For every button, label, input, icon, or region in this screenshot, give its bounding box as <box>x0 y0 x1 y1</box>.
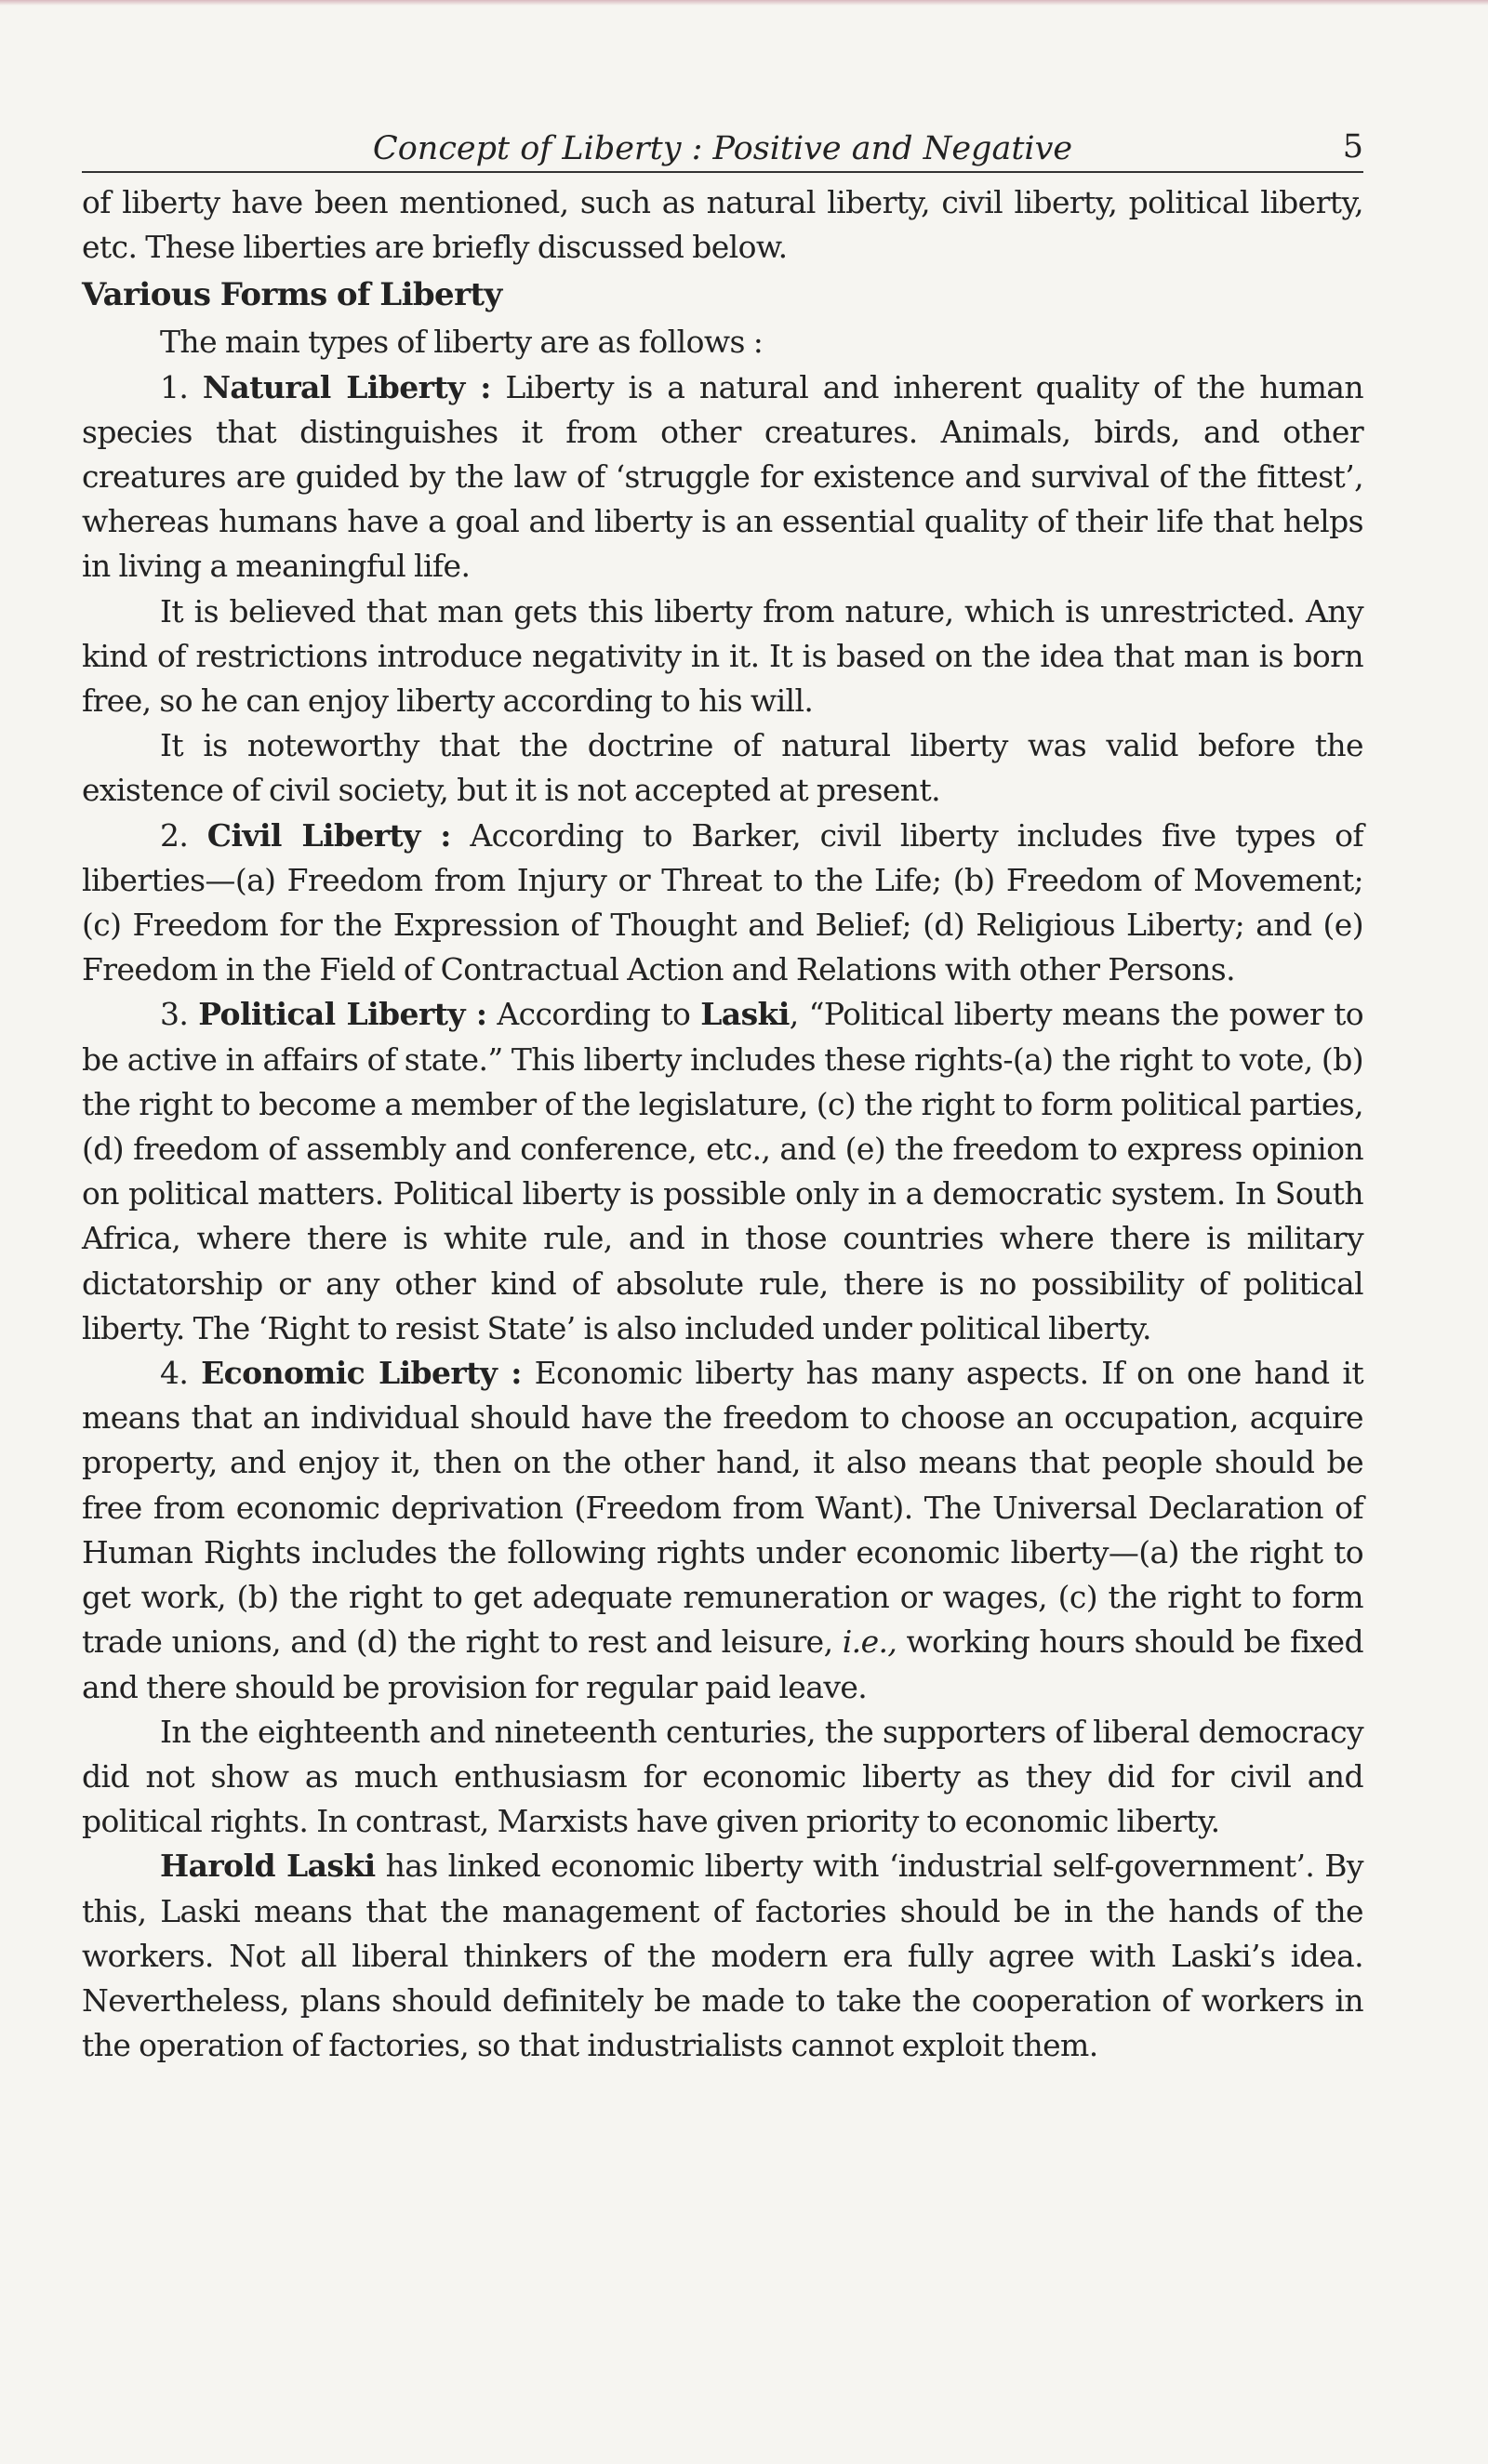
page-content <box>82 119 1363 2068</box>
paragraph-natural-liberty-doctrine <box>82 723 1363 813</box>
paragraph-text: It is believed that man gets this liberty from nature, which is unrestricted. Any kind of restrictions introduce negativity in it. It is based on the idea that man is born free, so he can enjoy liberty according to his will. <box>82 592 1363 720</box>
paragraph-text: working hours should be fixed and there should be provision for regular paid leave. <box>82 1623 1364 1705</box>
paragraph-continuation <box>82 180 1363 270</box>
paragraph-natural-liberty <box>82 365 1363 590</box>
paragraph-text: , “Political liberty means the power to be active in affairs of state.” This liberty includes these rights-(a) the right to vote, (b) the right to become a member of the legislature, (c) the right to form political parties, (d) freedom of assembly and conference, etc., and (e) the freedom to express opinion on political matters. Political liberty is possible only in a democratic system. In South Africa, where there is white rule, and in those countries where there is military dictatorship or any other kind of absolute rule, there is no possibility of political liberty. The ‘Right to resist State’ is also included under political liberty. <box>82 996 1363 1346</box>
item-number: 4. <box>160 1355 202 1392</box>
page-number: 5 <box>1342 128 1363 166</box>
term-natural-liberty: Natural Liberty : <box>202 368 491 405</box>
page-top-edge <box>0 0 1488 6</box>
running-header <box>82 119 1363 173</box>
term-economic-liberty: Economic Liberty : <box>201 1355 522 1392</box>
paragraph-intro <box>82 320 1363 364</box>
paragraph-laski <box>82 1844 1363 2068</box>
paragraph-text: has linked economic liberty with ‘industrial self-government’. By this, Laski means that the management of factories should be in the hands of the workers. Not all liberal thinkers of the modern era fully agree with Laski’s idea. Nevertheless, plans should definitely be made to take the cooperation of workers in the operation of factories, so that industrialists cannot exploit them. <box>82 1848 1363 2064</box>
item-number: 3. <box>160 996 199 1033</box>
paragraph-civil-liberty <box>82 814 1363 993</box>
paragraph-historical-context <box>82 1710 1363 1845</box>
paragraph-text: In the eighteenth and nineteenth centuries, the supporters of liberal democracy did not show as much enthusiasm for economic liberty as they did for civil and political rights. In contrast, Marxists have given priority to economic liberty. <box>82 1713 1363 1840</box>
abbreviation-ie: i.e., <box>842 1623 897 1661</box>
paragraph-text: The main types of liberty are as follows : <box>160 324 764 361</box>
paragraph-political-liberty <box>82 992 1363 1351</box>
author-harold-laski: Harold Laski <box>160 1848 376 1885</box>
term-political-liberty: Political Liberty : <box>198 996 487 1033</box>
paragraph-natural-liberty-source <box>82 590 1363 724</box>
paragraph-economic-liberty <box>82 1351 1363 1710</box>
term-civil-liberty: Civil Liberty : <box>206 816 451 854</box>
item-number: 1. <box>160 368 203 405</box>
paragraph-text: According to Barker, civil liberty includes five types of liberties—(a) Freedom from Injury or Threat to the Life; (b) Freedom of Movement; (c) Freedom for the Expression of Thought and Belief; (d) Religious Liberty; and (e) Freedom in the Field of Contractual Action and Relations with other Persons. <box>82 816 1363 988</box>
paragraph-text: of liberty have been mentioned, such as natural liberty, civil liberty, political liberty, etc. These liberties are briefly discussed below. <box>82 184 1363 266</box>
paragraph-text: It is noteworthy that the doctrine of natural liberty was valid before the existence of civil society, but it is not accepted at present. <box>82 727 1363 809</box>
running-title: Concept of Liberty : Positive and Negative <box>372 130 1073 167</box>
paragraph-text: Liberty is a natural and inherent quality of the human species that distinguishes it from other creatures. Animals, birds, and other creatures are guided by the law of ‘struggle for existence and survival of the fittest’, whereas humans have a goal and liberty is an essential quality of their life that helps in living a meaningful life. <box>82 368 1363 585</box>
item-number: 2. <box>160 816 207 854</box>
paragraph-text: Economic liberty has many aspects. If on one hand it means that an individual should have the freedom to choose an occupation, acquire property, and enjoy it, then on the other hand, it also means that people should be free from economic deprivation (Freedom from Want). The Universal Declaration of Human Rights includes the following rights under economic liberty—(a) the right to get work, (b) the right to get adequate remuneration or wages, (c) the right to form trade unions, and (d) the right to rest and leisure, <box>82 1355 1363 1661</box>
paragraph-text: According to <box>486 996 701 1033</box>
section-heading: Various Forms of Liberty <box>82 276 502 314</box>
author-laski: Laski <box>700 996 790 1033</box>
body-text <box>82 180 1363 2068</box>
